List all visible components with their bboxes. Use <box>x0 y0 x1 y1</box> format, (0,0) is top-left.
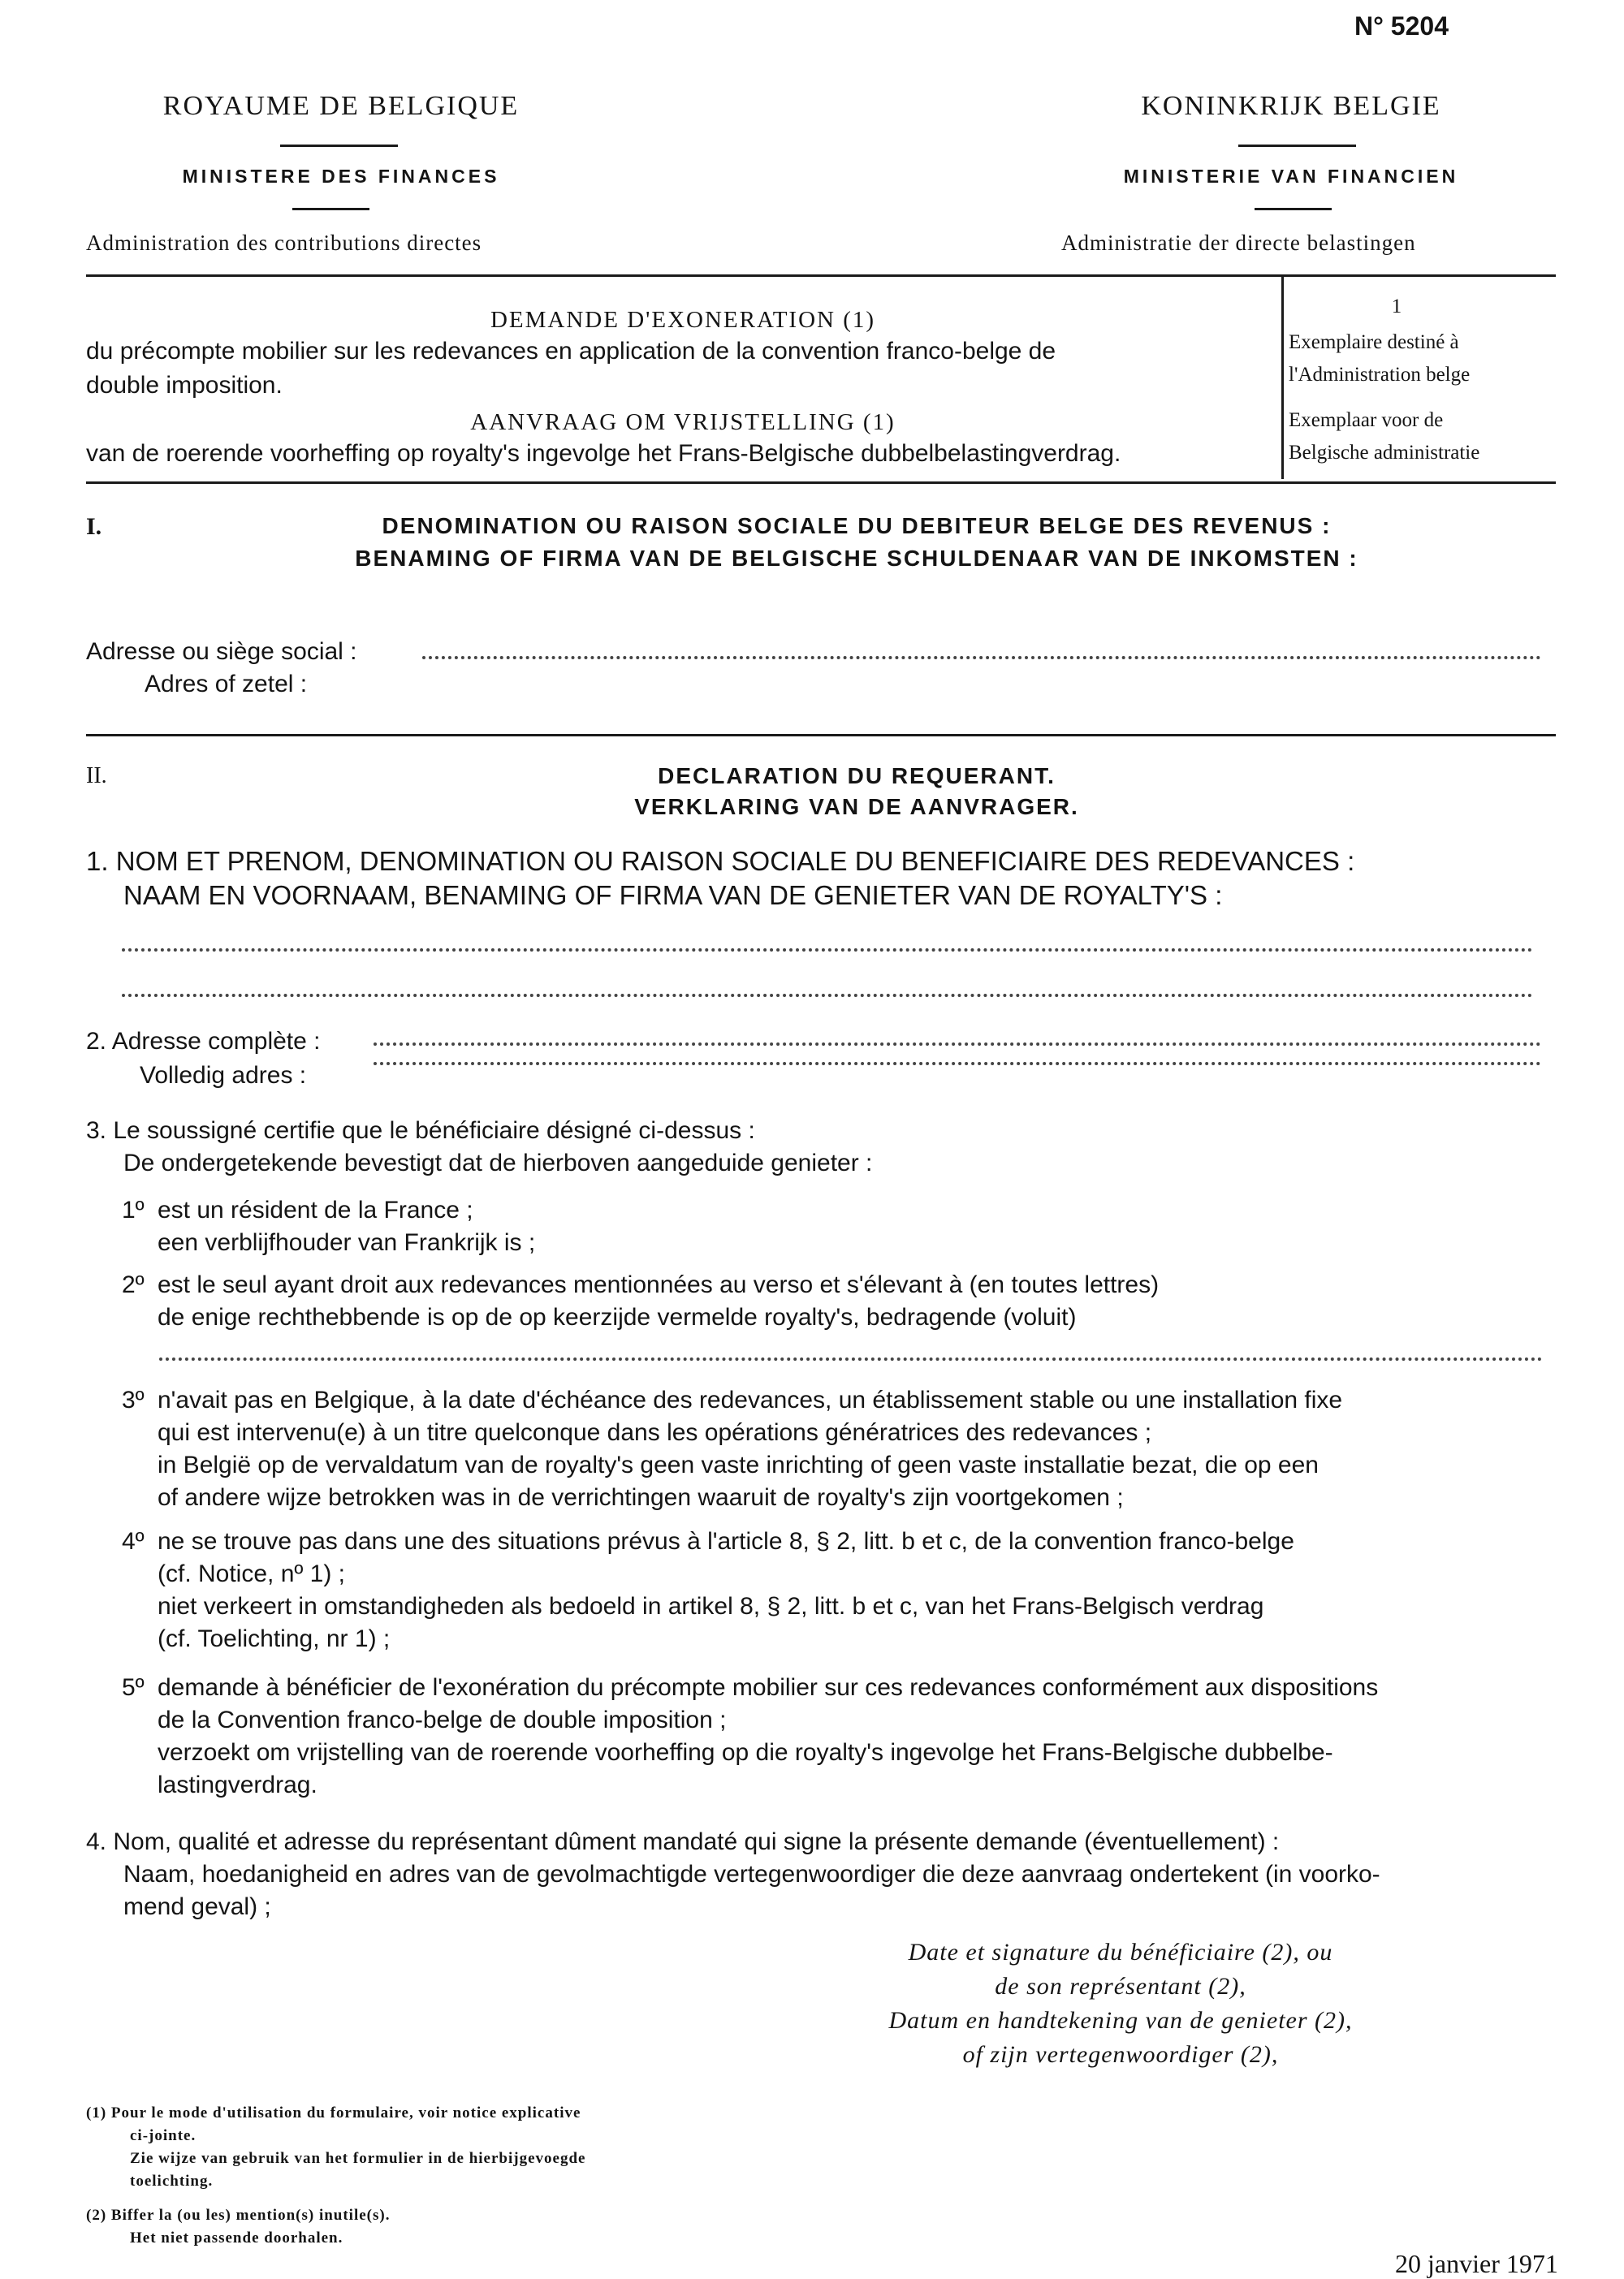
sub-3-fr-2: qui est intervenu(e) à un titre quelconque dans les opérations génératrices des redevances ; <box>158 1419 1152 1446</box>
sub-5-number: 5º <box>122 1674 145 1701</box>
amount-in-words-field[interactable] <box>159 1357 1543 1361</box>
form-number: N° 5204 <box>1354 11 1449 41</box>
footnote-1-fr-1: (1) Pour le mode d'utilisation du formulaire, voir notice explicative <box>86 2104 581 2121</box>
sub-3-nl-1: in België op de vervaldatum van de royalty's geen vaste inrichting of geen vaste installatie bezat, die op een <box>158 1452 1319 1478</box>
title-nl-line1: van de roerende voorheffing op royalty's ingevolge het Frans-Belgische dubbelbelastingverdrag. <box>86 440 1121 467</box>
divider <box>1255 208 1332 210</box>
sub-2-nl: de enige rechthebbende is op de op keerzijde vermelde royalty's, bedragende (voluit) <box>158 1304 1077 1331</box>
kingdom-fr: ROYAUME DE BELGIQUE <box>162 91 520 121</box>
item-1-nl: NAAM EN VOORNAAM, BENAMING OF FIRMA VAN DE GENIETER VAN DE ROYALTY'S : <box>123 880 1223 910</box>
item-3-nl: De ondergetekende bevestigt dat de hierboven aangeduide genieter : <box>123 1150 873 1176</box>
copy-fr-line2: l'Administration belge <box>1289 364 1471 386</box>
item-1-fr: 1. NOM ET PRENOM, DENOMINATION OU RAISON SOCIALE DU BENEFICIAIRE DES REDEVANCES : <box>86 846 1355 876</box>
copy-nl-line2: Belgische administratie <box>1289 442 1480 464</box>
title-fr-line1: du précompte mobilier sur les redevances en application de la convention franco-belge de <box>86 338 1056 365</box>
sub-5-nl-1: verzoekt om vrijstelling van de roerende voorheffing op die royalty's ingevolge het Frans-Belgische dubbelbe- <box>158 1739 1333 1766</box>
signature-line-3: Datum en handtekening van de genieter (2), <box>888 2007 1353 2034</box>
sub-4-nl-2: (cf. Toelichting, nr 1) ; <box>158 1625 391 1652</box>
address-label-fr: Adresse ou siège social : <box>86 638 357 665</box>
section-divider <box>86 734 1556 736</box>
address-field[interactable] <box>422 656 1541 659</box>
section-1-numeral: I. <box>86 513 102 540</box>
signature-line-1: Date et signature du bénéficiaire (2), ou <box>908 1939 1333 1966</box>
sub-4-nl-1: niet verkeert in omstandigheden als bedoeld in artikel 8, § 2, litt. b et c, van het Frans-Belgisch verdrag <box>158 1593 1264 1620</box>
title-fr: DEMANDE D'EXONERATION (1) <box>490 307 876 333</box>
administration-nl: Administratie der directe belastingen <box>1061 231 1416 255</box>
divider <box>280 145 398 147</box>
title-nl: AANVRAAG OM VRIJSTELLING (1) <box>470 409 896 435</box>
beneficiary-name-field-2[interactable] <box>122 994 1533 997</box>
item-2-fr: 2. Adresse complète : <box>86 1028 321 1055</box>
sub-3-nl-2: of andere wijze betrokken was in de verrichtingen waaruit de royalty's zijn voortgekomen ; <box>158 1484 1124 1511</box>
sub-4-fr-1: ne se trouve pas dans une des situations prévus à l'article 8, § 2, litt. b et c, de la convention franco-belge <box>158 1528 1294 1555</box>
sub-3-number: 3º <box>122 1387 145 1414</box>
sub-2-fr: est le seul ayant droit aux redevances mentionnées au verso et s'élevant à (en toutes lettres) <box>158 1271 1160 1298</box>
divider <box>292 208 369 210</box>
sub-5-nl-2: lastingverdrag. <box>158 1772 317 1798</box>
item-4-fr: 4. Nom, qualité et adresse du représentant dûment mandaté qui signe la présente demande (éventuellement) : <box>86 1828 1280 1855</box>
ministry-fr: MINISTERE DES FINANCES <box>182 166 500 187</box>
sub-2-number: 2º <box>122 1271 145 1298</box>
sub-1-nl: een verblijfhouder van Frankrijk is ; <box>158 1229 536 1256</box>
footnote-2-fr: (2) Biffer la (ou les) mention(s) inutile(s). <box>86 2207 391 2224</box>
beneficiary-name-field[interactable] <box>122 948 1533 952</box>
title-box-divider <box>1281 274 1284 479</box>
sub-1-number: 1º <box>122 1197 145 1224</box>
footnote-2-nl: Het niet passende doorhalen. <box>130 2229 343 2247</box>
footnote-1-nl-2: toelichting. <box>130 2173 214 2190</box>
full-address-field[interactable] <box>374 1042 1541 1046</box>
divider <box>1238 145 1356 147</box>
sub-5-fr-2: de la Convention franco-belge de double imposition ; <box>158 1707 727 1733</box>
item-2-nl: Volledig adres : <box>140 1062 307 1089</box>
footnote-1-fr-2: ci-jointe. <box>130 2127 197 2144</box>
item-4-nl-1: Naam, hoedanigheid en adres van de gevolmachtigde vertegenwoordiger die deze aanvraag ondertekent (in voorko- <box>123 1861 1380 1888</box>
sub-3-fr-1: n'avait pas en Belgique, à la date d'échéance des redevances, un établissement stable ou une installation fixe <box>158 1387 1343 1414</box>
signature-line-2: de son représentant (2), <box>995 1973 1246 2000</box>
section-2-title-nl: VERKLARING VAN DE AANVRAGER. <box>634 794 1079 819</box>
sub-4-number: 4º <box>122 1528 145 1555</box>
section-1-title-fr: DENOMINATION OU RAISON SOCIALE DU DEBITEUR BELGE DES REVENUS : <box>382 513 1332 538</box>
sub-1-fr: est un résident de la France ; <box>158 1197 473 1224</box>
item-4-nl-2: mend geval) ; <box>123 1893 271 1920</box>
section-1-title-nl: BENAMING OF FIRMA VAN DE BELGISCHE SCHULDENAAR VAN DE INKOMSTEN : <box>355 546 1358 571</box>
copy-nl-line1: Exemplaar voor de <box>1289 409 1444 431</box>
ministry-nl: MINISTERIE VAN FINANCIEN <box>1123 166 1459 187</box>
footnote-1-nl-1: Zie wijze van gebruik van het formulier in de hierbijgevoegde <box>130 2150 586 2167</box>
signature-line-4: of zijn vertegenwoordiger (2), <box>962 2041 1279 2068</box>
item-3-fr: 3. Le soussigné certifie que le bénéficiaire désigné ci-dessus : <box>86 1117 755 1144</box>
administration-fr: Administration des contributions directes <box>86 231 482 255</box>
address-label-nl: Adres of zetel : <box>145 671 308 697</box>
copy-number: 1 <box>1391 296 1402 317</box>
sub-4-fr-2: (cf. Notice, nº 1) ; <box>158 1560 346 1587</box>
title-box-bottom-rule <box>86 481 1556 484</box>
section-2-numeral: II. <box>86 763 107 788</box>
kingdom-nl: KONINKRIJK BELGIE <box>1141 91 1441 121</box>
section-2-title-fr: DECLARATION DU REQUERANT. <box>658 763 1056 788</box>
copy-fr-line1: Exemplaire destiné à <box>1289 331 1459 353</box>
sub-5-fr-1: demande à bénéficier de l'exonération du précompte mobilier sur ces redevances conformément aux dispositions <box>158 1674 1379 1701</box>
full-address-field-2[interactable] <box>374 1062 1541 1065</box>
title-fr-line2: double imposition. <box>86 372 283 399</box>
title-box-top-rule <box>86 274 1556 277</box>
date-stamp: 20 janvier 1971 <box>1395 2249 1558 2278</box>
